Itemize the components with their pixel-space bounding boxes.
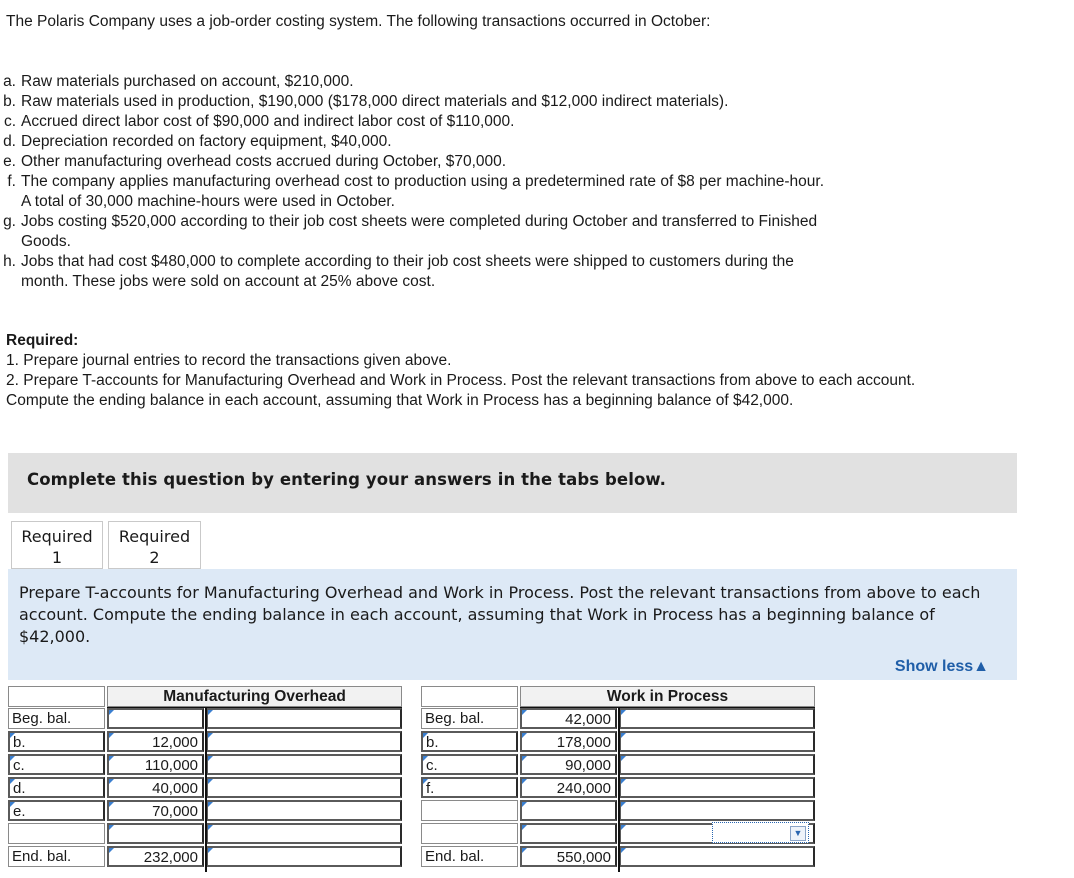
mo-row-label[interactable]: b. [8,731,105,752]
wip-credit-input[interactable] [619,754,815,775]
required-heading: Required: [6,332,79,349]
transaction-line [0,172,1000,192]
wip-header-blank [421,686,518,707]
transaction-marker: h. [3,253,16,270]
transaction-marker: a. [3,73,16,90]
tab-label: Required [21,527,93,546]
wip-balance-side-dropdown[interactable] [712,822,809,843]
mo-credit-input[interactable] [206,800,402,821]
transaction-marker: c. [3,113,16,130]
mo-row-label[interactable]: d. [8,777,105,798]
transaction-line [0,132,1000,152]
transaction-text: Raw materials purchased on account, $210,000. [21,73,354,90]
wip-debit-input[interactable]: 178,000 [520,731,617,752]
mo-debit-input[interactable]: 232,000 [107,846,204,867]
transaction-line [0,192,1000,212]
required-item-1: 1. Prepare journal entries to record the transactions given above. [6,352,452,369]
wip-row-label: Beg. bal. [421,708,518,729]
transaction-line [0,72,1000,92]
t-accounts-grid [8,686,1011,872]
wip-row-label: End. bal. [421,846,518,867]
mo-row-label[interactable] [8,823,105,844]
wip-debit-input[interactable]: 90,000 [520,754,617,775]
wip-credit-input[interactable] [619,800,815,821]
mo-debit-input[interactable] [107,823,204,844]
transaction-line [0,252,1000,272]
wip-credit-input[interactable] [619,846,815,867]
tab-required-1[interactable] [11,521,103,569]
transaction-marker: g. [3,213,16,230]
wip-row-label[interactable] [421,823,518,844]
wip-row-label[interactable]: c. [421,754,518,775]
wip-debit-input[interactable]: 240,000 [520,777,617,798]
tab-instructions-text: Prepare T-accounts for Manufacturing Overhead and Work in Process. Post the relevant transactions from above to each account. Compute the ending balance in each account, assuming that Work in Process has a beginning balance of $42,000. [19,583,981,646]
tab-label: Required [118,527,191,546]
transaction-list [0,72,1000,292]
tab-required-2[interactable] [108,521,201,569]
transaction-text: Depreciation recorded on factory equipment, $40,000. [21,133,392,150]
wip-title: Work in Process [520,686,815,707]
mo-debit-input[interactable]: 70,000 [107,800,204,821]
mo-row-label[interactable]: c. [8,754,105,775]
tab-number: 2 [149,548,160,567]
transaction-text: The company applies manufacturing overhead cost to production using a predetermined rate of $8 per machine-hour. [21,173,825,190]
show-less-link[interactable]: Show less▲ [894,658,989,675]
transaction-text: Other manufacturing overhead costs accrued during October, $70,000. [21,153,507,170]
mo-debit-input[interactable]: 110,000 [107,754,204,775]
transaction-text: Raw materials used in production, $190,000 ($178,000 direct materials and $12,000 indirect materials). [21,93,729,110]
transaction-text: Jobs costing $520,000 according to their job cost sheets were completed during October and transferred to Finished [21,213,818,230]
wip-row-label[interactable] [421,800,518,821]
wip-credit-input[interactable] [619,731,815,752]
mo-row-label: Beg. bal. [8,708,105,729]
transaction-text: Goods. [21,233,71,250]
transaction-marker: d. [3,133,16,150]
wip-row-label[interactable]: b. [421,731,518,752]
mo-row-label: End. bal. [8,846,105,867]
required-item-2: 2. Prepare T-accounts for Manufacturing Overhead and Work in Process. Post the relevant transactions from above to each account. Compute the ending balance in each account, assuming that Work in Process has a beginning balance of $42,000. [6,372,916,409]
transaction-line [0,272,1000,292]
mo-title: Manufacturing Overhead [107,686,402,707]
wip-t-vertical-line [618,708,620,872]
mo-t-vertical-line [205,708,207,872]
transaction-line [0,112,1000,132]
mo-debit-input[interactable]: 12,000 [107,731,204,752]
transaction-marker: b. [3,93,16,110]
mo-credit-input[interactable] [206,846,402,867]
wip-t-horizontal-line [520,707,815,708]
banner-text: Complete this question by entering your answers in the tabs below. [27,470,667,489]
tab-number: 1 [51,548,63,567]
mo-header-blank [8,686,105,707]
required-section [6,331,966,411]
mo-t-horizontal-line [107,707,402,708]
wip-row-label[interactable]: f. [421,777,518,798]
transaction-line [0,92,1000,112]
tab-instructions-panel [8,569,1017,680]
mo-credit-input[interactable] [206,731,402,752]
wip-debit-input[interactable]: 42,000 [520,708,617,729]
wip-credit-input[interactable] [619,708,815,729]
transaction-text: Accrued direct labor cost of $90,000 and indirect labor cost of $110,000. [21,113,515,130]
transaction-line [0,232,1000,252]
mo-credit-input[interactable] [206,708,402,729]
problem-intro: The Polaris Company uses a job-order costing system. The following transactions occurred in October: [6,13,711,30]
transaction-marker: f. [7,173,16,190]
mo-debit-input[interactable]: 40,000 [107,777,204,798]
transaction-marker: e. [3,153,16,170]
mo-row-label[interactable]: e. [8,800,105,821]
mo-credit-input[interactable] [206,777,402,798]
transaction-line [0,212,1000,232]
mo-debit-input[interactable] [107,708,204,729]
transaction-text: A total of 30,000 machine-hours were used in October. [21,193,395,210]
transaction-line [0,152,1000,172]
chevron-down-icon[interactable]: ▼ [790,826,806,841]
instruction-banner [8,453,1017,513]
mo-credit-input[interactable] [206,823,402,844]
wip-debit-input[interactable] [520,823,617,844]
transaction-text: Jobs that had cost $480,000 to complete according to their job cost sheets were shipped to customers during the [21,253,794,270]
transaction-text: month. These jobs were sold on account at 25% above cost. [21,273,436,290]
wip-debit-input[interactable] [520,800,617,821]
wip-debit-input[interactable]: 550,000 [520,846,617,867]
mo-credit-input[interactable] [206,754,402,775]
wip-credit-input[interactable] [619,777,815,798]
